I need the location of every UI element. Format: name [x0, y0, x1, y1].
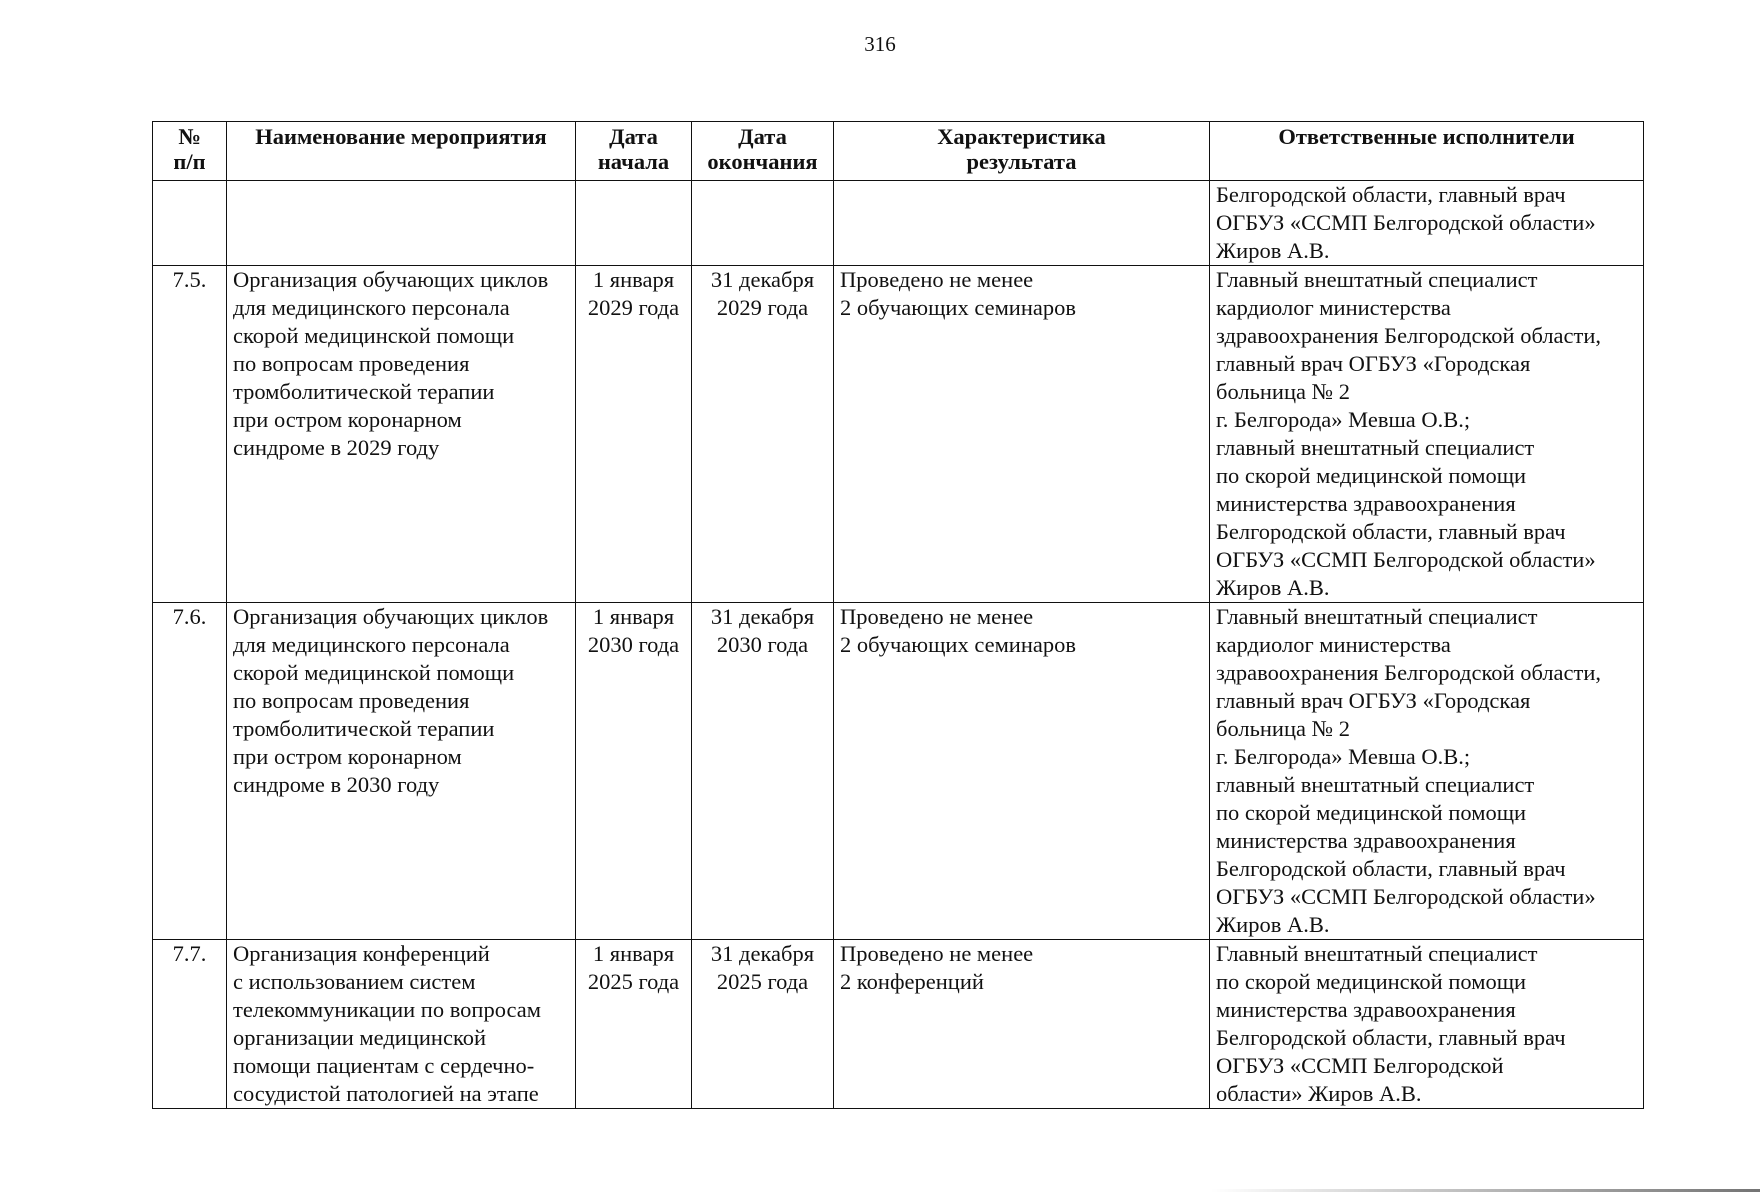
cell-responsible: Белгородской области, главный врач ОГБУЗ «ССМП Белгородской области» Жиров А.В.	[1210, 181, 1644, 266]
page-number: 316	[864, 32, 896, 56]
cell-end: 31 декабря 2029 года	[692, 266, 834, 603]
cell-num	[153, 181, 227, 266]
table-row	[153, 181, 1644, 266]
cell-result: Проведено не менее 2 обучающих семинаров	[834, 603, 1210, 940]
cell-end: 31 декабря 2030 года	[692, 603, 834, 940]
cell-end	[692, 181, 834, 266]
cell-result: Проведено не менее 2 конференций	[834, 940, 1210, 1109]
cell-num: 7.7.	[153, 940, 227, 1109]
cell-result: Проведено не менее 2 обучающих семинаров	[834, 266, 1210, 603]
cell-start: 1 января 2029 года	[576, 266, 692, 603]
header-start-date: Дата начала	[576, 122, 692, 181]
cell-responsible: Главный внештатный специалист кардиолог министерства здравоохранения Белгородской области, главный врач ОГБУЗ «Городская больница № 2 г. Белгорода» Мевша О.В.; главный внештатный специалист по скорой медицинской помощи министерства здравоохранения Белгородской области, главный врач ОГБУЗ «ССМП Белгородской области» Жиров А.В.	[1210, 266, 1644, 603]
cell-start	[576, 181, 692, 266]
cell-num: 7.5.	[153, 266, 227, 603]
cell-start: 1 января 2025 года	[576, 940, 692, 1109]
header-end-date: Дата окончания	[692, 122, 834, 181]
cell-num: 7.6.	[153, 603, 227, 940]
header-num: № п/п	[153, 122, 227, 181]
cell-name: Организация конференций с использованием систем телекоммуникации по вопросам организации медицинской помощи пациентам с сердечно- сосудистой патологией на этапе	[227, 940, 576, 1109]
table-row	[153, 940, 1644, 1109]
table-row	[153, 266, 1644, 603]
table-header-row	[153, 122, 1644, 181]
header-responsible: Ответственные исполнители	[1210, 122, 1644, 181]
header-result: Характеристика результата	[834, 122, 1210, 181]
table-row	[153, 603, 1644, 940]
cell-start: 1 января 2030 года	[576, 603, 692, 940]
header-name: Наименование мероприятия	[227, 122, 576, 181]
cell-name: Организация обучающих циклов для медицинского персонала скорой медицинской помощи по вопросам проведения тромболитической терапии при остром коронарном синдроме в 2029 году	[227, 266, 576, 603]
cell-name: Организация обучающих циклов для медицинского персонала скорой медицинской помощи по вопросам проведения тромболитической терапии при остром коронарном синдроме в 2030 году	[227, 603, 576, 940]
cell-responsible: Главный внештатный специалист по скорой медицинской помощи министерства здравоохранения Белгородской области, главный врач ОГБУЗ «ССМП Белгородской области» Жиров А.В.	[1210, 940, 1644, 1109]
cell-end: 31 декабря 2025 года	[692, 940, 834, 1109]
cell-name	[227, 181, 576, 266]
scan-edge-line	[1210, 1189, 1760, 1192]
cell-responsible: Главный внештатный специалист кардиолог министерства здравоохранения Белгородской области, главный врач ОГБУЗ «Городская больница № 2 г. Белгорода» Мевша О.В.; главный внештатный специалист по скорой медицинской помощи министерства здравоохранения Белгородской области, главный врач ОГБУЗ «ССМП Белгородской области» Жиров А.В.	[1210, 603, 1644, 940]
activities-table	[152, 121, 1644, 1109]
cell-result	[834, 181, 1210, 266]
